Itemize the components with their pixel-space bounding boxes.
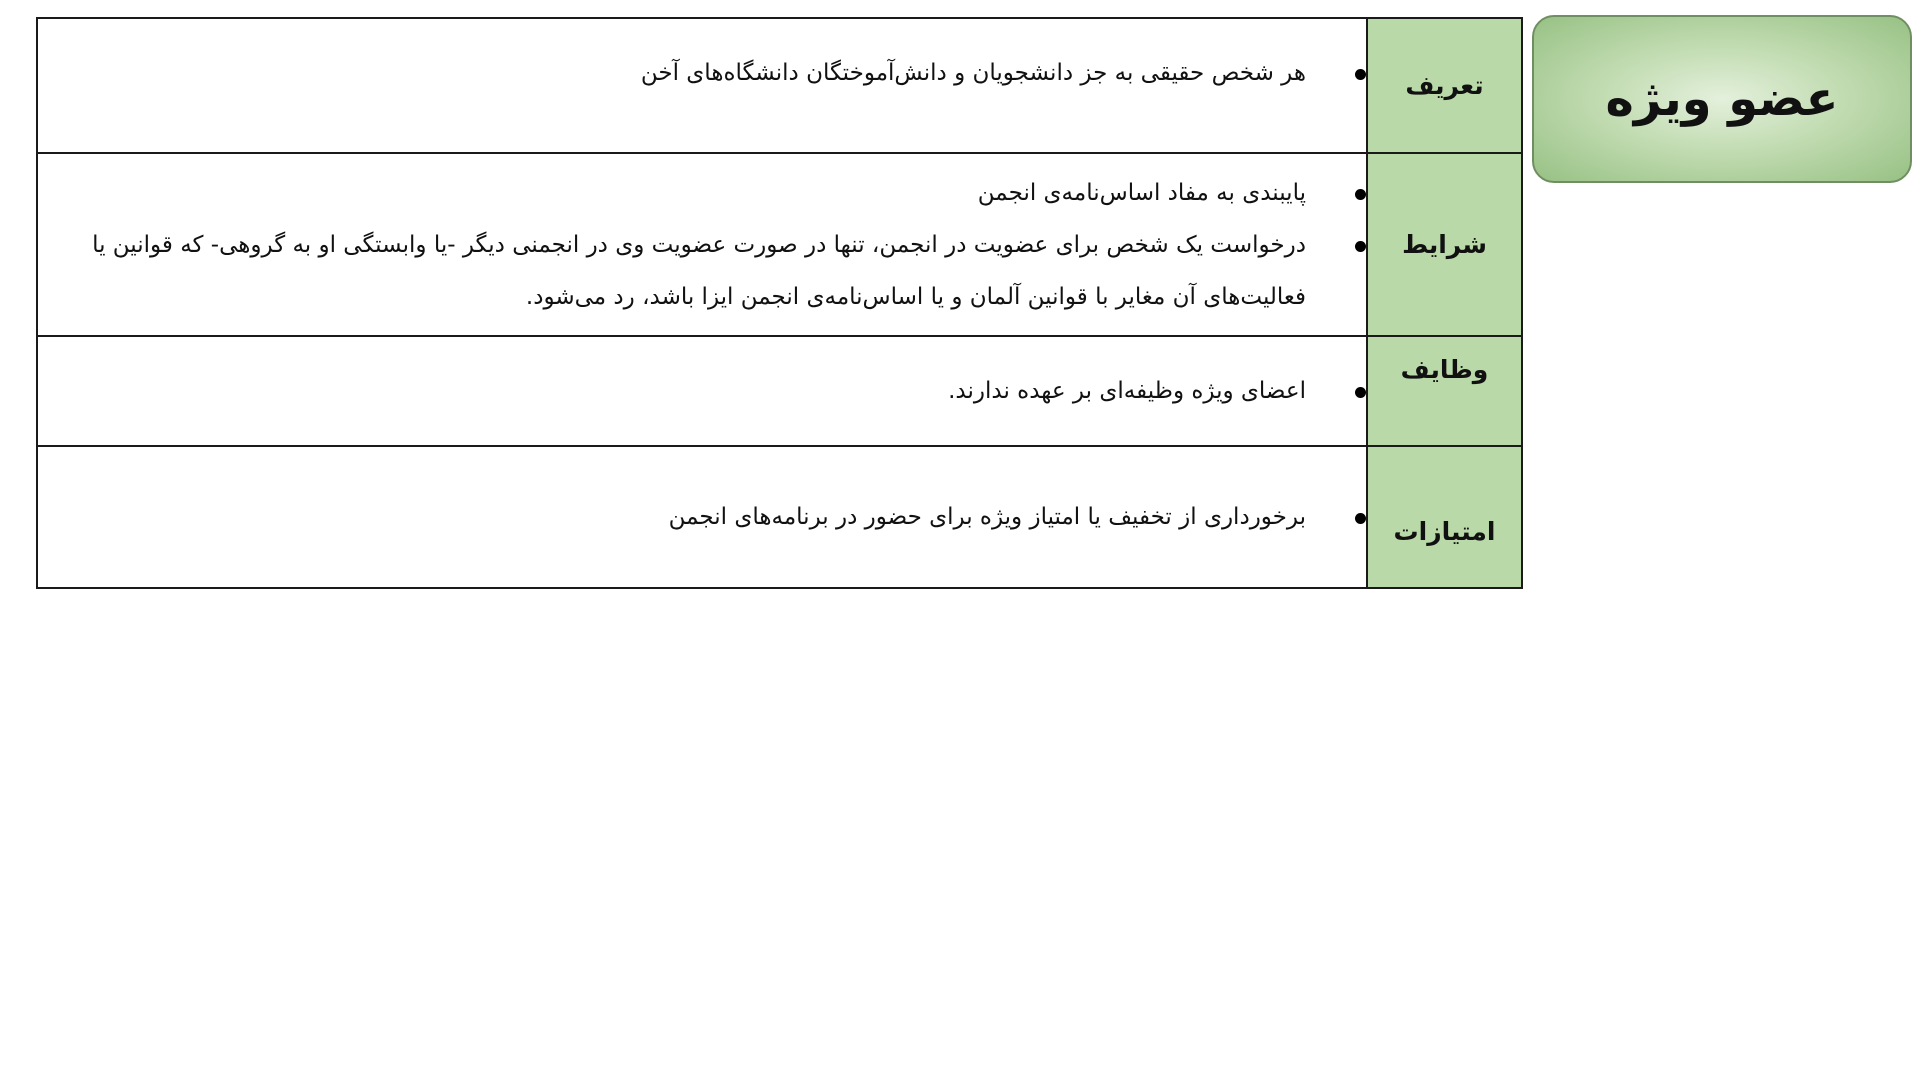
row-content-conditions xyxy=(37,153,1367,336)
row-label-privileges: امتیازات xyxy=(1367,446,1522,588)
list-item: درخواست یک شخص برای عضویت در انجمن، تنها در صورت عضویت وی در انجمنی دیگر -یا وابستگی او به گروهی- که قوانین یا فعالیت‌های آن مغایر با قوانین آلمان و یا اساس‌نامه‌ی انجمن ایزا باشد، رد می‌شود. xyxy=(58,219,1306,323)
row-label-duties: وظایف xyxy=(1367,336,1522,446)
row-content-privileges xyxy=(37,446,1367,588)
list-item: پایبندی به مفاد اساس‌نامه‌ی انجمن xyxy=(58,167,1306,219)
row-label-definition: تعریف xyxy=(1367,18,1522,153)
list-item: برخورداری از تخفیف یا امتیاز ویژه برای حضور در برنامه‌های انجمن xyxy=(58,491,1306,543)
table-row-privileges xyxy=(37,446,1522,588)
table-row-conditions xyxy=(37,153,1522,336)
list-item: هر شخص حقیقی به جز دانشجویان و دانش‌آموختگان دانشگاه‌های آخن xyxy=(58,47,1306,99)
bullet-list xyxy=(38,19,1366,99)
title-box xyxy=(1532,15,1912,183)
row-content-duties xyxy=(37,336,1367,446)
list-item: اعضای ویژه وظیفه‌ای بر عهده ندارند. xyxy=(58,365,1306,417)
bullet-list xyxy=(38,167,1366,323)
table-row-duties xyxy=(37,336,1522,446)
bullet-list xyxy=(38,365,1366,417)
membership-info-table xyxy=(36,17,1523,589)
row-content-definition xyxy=(37,18,1367,153)
page-title: عضو ویژه xyxy=(1605,71,1839,127)
table-row-definition xyxy=(37,18,1522,153)
bullet-list xyxy=(38,447,1366,543)
row-label-conditions: شرایط xyxy=(1367,153,1522,336)
